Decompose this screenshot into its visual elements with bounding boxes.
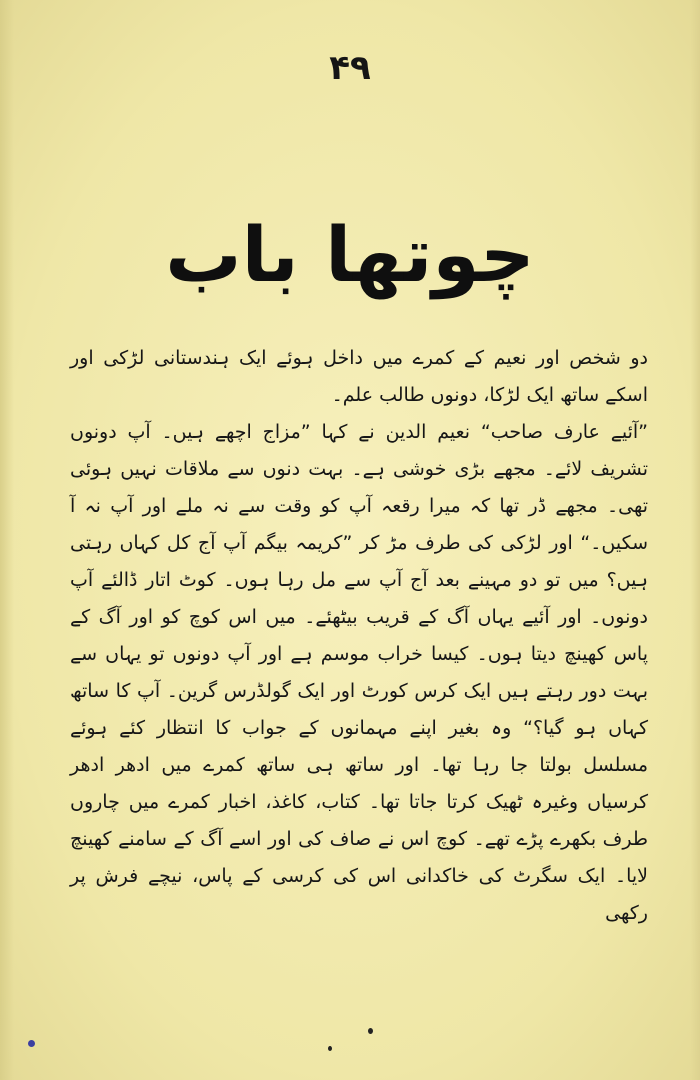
chapter-title: چوتھا باب xyxy=(165,210,535,299)
paragraph: ”آئیے عارف صاحب“ نعیم الدین نے کہا ”مزاج اچھے ہیں۔ آپ دونوں تشریف لائے۔ مجھے بڑی خوشی ہے۔ بہت دنوں سے ملاقات نہیں ہوئی تھی۔ مجھے ڈر تھا کہ میرا رقعہ آپ کو وقت سے نہ ملے اور آپ نہ آ سکیں۔“ اور لڑکی کی طرف مڑ کر ”کریمہ بیگم آپ آج کل کہاں رہتی ہیں؟ میں تو دو مہینے بعد آج آپ سے مل رہا ہوں۔ کوٹ اتار ڈالئے آپ دونوں۔ اور آئیے یہاں آگ کے قریب بیٹھئے۔ میں اس کوچ کو اور آگ کے پاس کھینچ دیتا ہوں۔ کیسا خراب موسم ہے اور آپ دونوں تو یہاں سے بہت دور رہتے ہیں ایک کرس کورٹ اور ایک گولڈرس گرین۔ آپ کا ساتھ کہاں ہو گیا؟“ وہ بغیر اپنے مہمانوں کے جواب کا انتظار کئے ہوئے مسلسل بولتا جا رہا تھا۔ اور ساتھ ہی ساتھ کمرے میں ادھر ادھر کرسیاں وغیرہ ٹھیک کرتا جاتا تھا۔ کتاب، کاغذ، اخبار کمرے میں چاروں طرف بکھرے پڑے تھے۔ کوچ اس نے صاف کی اور اسے آگ کے سامنے کھینچ لایا۔ ایک سگرٹ کی خاکدانی اس کی کرسی کے پاس، نیچے فرش پر رکھی xyxy=(70,421,648,924)
paragraph: دو شخص اور نعیم کے کمرے میں داخل ہوئے ایک ہندستانی لڑکی اور اسکے ساتھ ایک لڑکا، دونوں طالب علم۔ xyxy=(70,347,648,406)
ink-spot xyxy=(368,1028,373,1034)
ink-spot xyxy=(328,1046,332,1051)
page-number: ۴۹ xyxy=(329,48,371,88)
ink-spot xyxy=(28,1040,35,1047)
body-text xyxy=(70,340,648,932)
